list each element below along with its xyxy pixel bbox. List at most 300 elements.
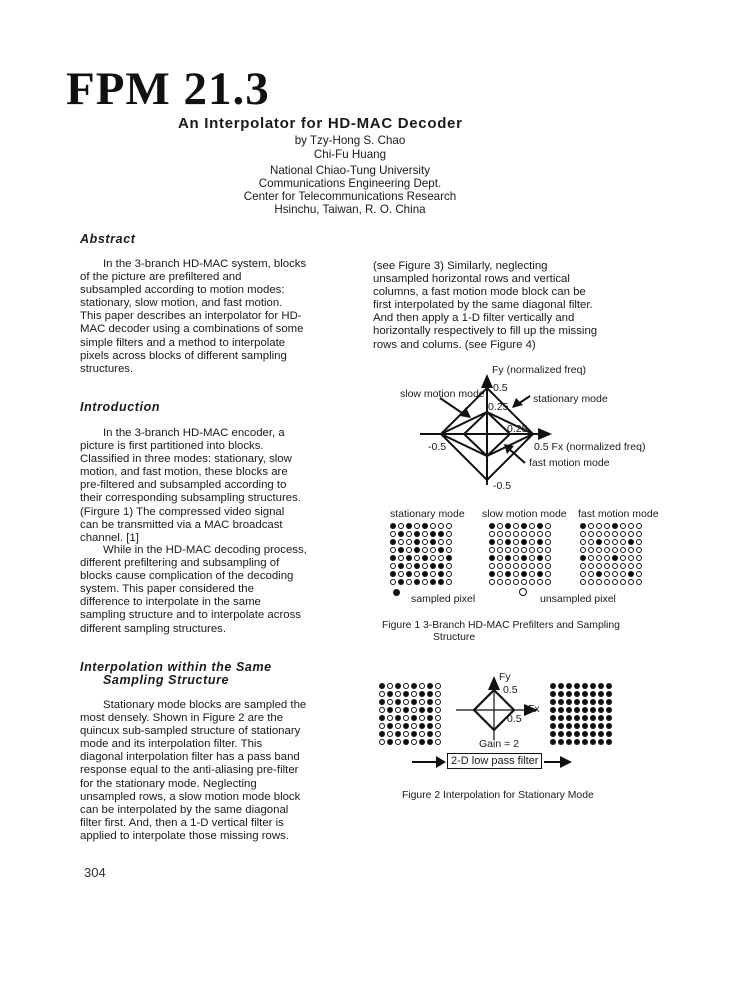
fig2-fx-value: 0.5	[507, 713, 522, 725]
unsampled-pixel-dot	[596, 547, 602, 553]
unsampled-pixel-dot	[612, 539, 618, 545]
unsampled-pixel-dot	[406, 539, 412, 545]
sampled-pixel-dot	[406, 571, 412, 577]
sampled-pixel-legend-icon	[393, 589, 400, 596]
unsampled-pixel-dot	[604, 531, 610, 537]
sampled-pixel-dot	[403, 739, 409, 745]
unsampled-pixel-dot	[588, 579, 594, 585]
unsampled-pixel-dot	[438, 555, 444, 561]
sampled-pixel-dot	[598, 731, 604, 737]
sampled-pixel-dot	[406, 523, 412, 529]
introduction-paragraph-1	[80, 427, 342, 545]
unsampled-pixel-dot	[398, 555, 404, 561]
sampled-pixel-dot	[566, 707, 572, 713]
unsampled-pixel-dot	[604, 547, 610, 553]
sampled-pixel-dot	[438, 571, 444, 577]
fx-axis-label: 0.5 Fx (normalized freq)	[534, 441, 646, 453]
sampled-pixel-dot	[387, 739, 393, 745]
unsampled-pixel-dot	[435, 683, 441, 689]
text-line: While in the HD-MAC decoding process,	[103, 544, 307, 556]
unsampled-pixel-dot	[604, 523, 610, 529]
unsampled-pixel-dot	[403, 731, 409, 737]
fy-bottom-tick: -0.5	[493, 480, 512, 492]
sampled-pixel-dot	[582, 707, 588, 713]
sampled-pixel-dot	[438, 579, 444, 585]
unsampled-pixel-dot	[419, 731, 425, 737]
sampled-pixel-dot	[612, 555, 618, 561]
unsampled-pixel-dot	[521, 579, 527, 585]
sampled-pixel-dot	[606, 723, 612, 729]
sampled-pixel-dot	[574, 715, 580, 721]
sampled-pixel-dot	[537, 539, 543, 545]
output-arrow-icon	[560, 756, 572, 768]
sampled-pixel-dot	[606, 739, 612, 745]
unsampled-pixel-dot	[446, 547, 452, 553]
stationary-filter-diagram	[450, 668, 560, 788]
sampled-pixel-dot	[390, 571, 396, 577]
text-line: In the 3-branch HD-MAC encoder, a	[103, 427, 285, 439]
unsampled-pixel-dot	[406, 563, 412, 569]
unsampled-pixel-dot	[588, 563, 594, 569]
unsampled-pixel-dot	[505, 563, 511, 569]
unsampled-pixel-dot	[395, 723, 401, 729]
unsampled-pixel-dot	[588, 547, 594, 553]
sampled-pixel-dot	[566, 715, 572, 721]
unsampled-pixel-dot	[497, 539, 503, 545]
sampled-pixel-dot	[612, 523, 618, 529]
sampled-pixel-dot	[427, 739, 433, 745]
sampled-pixel-dot	[390, 523, 396, 529]
gain-label: Gain = 2	[479, 738, 519, 750]
text-line: Classified in three modes: stationary, slow	[80, 453, 292, 466]
sampled-pixel-dot	[387, 723, 393, 729]
unsampled-pixel-dot	[403, 699, 409, 705]
abstract-paragraph	[80, 258, 342, 376]
unsampled-pixel-dot	[390, 579, 396, 585]
sampled-pixel-dot	[505, 571, 511, 577]
unsampled-pixel-dot	[435, 715, 441, 721]
unsampled-pixel-dot	[513, 539, 519, 545]
unsampled-pixel-dot	[430, 571, 436, 577]
text-line: motion, and fast motion, these blocks are	[80, 466, 288, 479]
unsampled-pixel-dot	[497, 563, 503, 569]
unsampled-pixel-dot	[636, 523, 642, 529]
sampled-pixel-dot	[395, 731, 401, 737]
sampled-pixel-dot	[590, 707, 596, 713]
unsampled-pixel-dot	[414, 523, 420, 529]
unsampled-pixel-dot	[529, 539, 535, 545]
unsampled-pixel-dot	[529, 571, 535, 577]
unsampled-pixel-dot	[545, 531, 551, 537]
affiliation-line-4: Hsinchu, Taiwan, R. O. China	[274, 203, 426, 216]
unsampled-pixel-dot	[521, 563, 527, 569]
sampled-pixel-dot	[379, 699, 385, 705]
unsampled-pixel-dot	[604, 555, 610, 561]
unsampled-pixel-dot	[537, 531, 543, 537]
sampled-pixel-dot	[590, 715, 596, 721]
text-line: can be transmitted via a MAC broadcast	[80, 518, 283, 531]
sampled-pixel-dot	[419, 739, 425, 745]
sampled-pixel-dot	[427, 723, 433, 729]
unsampled-pixel-dot	[446, 539, 452, 545]
unsampled-pixel-dot	[379, 723, 385, 729]
text-line: horizontally respectively to fill up the missing	[373, 325, 598, 338]
unsampled-pixel-dot	[419, 715, 425, 721]
sampled-pixel-dot	[489, 555, 495, 561]
sampled-pixel-dot	[403, 723, 409, 729]
text-line: their corresponding subsampling structures.	[80, 492, 301, 505]
text-line: of the picture are prefiltered and	[80, 271, 242, 284]
unsampled-pixel-dot	[612, 571, 618, 577]
figure-1-caption-line-2: Structure	[433, 632, 476, 643]
text-line: difference to interpolate in the same	[80, 596, 261, 609]
unsampled-pixel-dot	[620, 555, 626, 561]
unsampled-pixel-dot	[537, 579, 543, 585]
sampled-pixel-dot	[489, 539, 495, 545]
unsampled-pixel-dot	[422, 547, 428, 553]
sampled-pixel-dot	[606, 683, 612, 689]
unsampled-pixel-dot	[588, 531, 594, 537]
unsampled-pixel-dot	[529, 555, 535, 561]
unsampled-pixel-dot	[419, 699, 425, 705]
unsampled-pixel-dot	[435, 707, 441, 713]
sampled-pixel-dot	[606, 715, 612, 721]
sampled-pixel-dot	[598, 707, 604, 713]
sampled-pixel-dot	[598, 715, 604, 721]
sampled-pixel-dot	[582, 731, 588, 737]
unsampled-pixel-dot	[588, 571, 594, 577]
sampled-pixel-dot	[574, 691, 580, 697]
unsampled-pixel-dot	[390, 531, 396, 537]
unsampled-pixel-dot	[513, 555, 519, 561]
sampled-pixel-dot	[379, 683, 385, 689]
sampled-pixel-dot	[387, 691, 393, 697]
text-line: And then apply a 1-D filter vertically and	[373, 312, 575, 325]
text-line: stationary, slow motion, and fast motion.	[80, 297, 283, 310]
unsampled-pixel-dot	[403, 715, 409, 721]
text-line: (Firgure 1) The compressed video signal	[80, 505, 285, 518]
unsampled-pixel-dot	[636, 539, 642, 545]
sampled-pixel-dot	[387, 707, 393, 713]
fy-axis-label: Fy (normalized freq)	[492, 364, 586, 376]
sampled-pixel-dot	[590, 683, 596, 689]
sampled-pixel-dot	[574, 739, 580, 745]
unsampled-pixel-dot	[612, 579, 618, 585]
unsampled-pixel-dot	[398, 539, 404, 545]
unsampled-pixel-dot	[395, 739, 401, 745]
unsampled-pixel-dot	[580, 539, 586, 545]
continuation-paragraph	[373, 260, 673, 352]
unsampled-pixel-dot	[620, 563, 626, 569]
text-line: blocks cause complication of the decoding	[80, 570, 294, 583]
sampled-pixel-dot	[598, 683, 604, 689]
unsampled-pixel-dot	[596, 579, 602, 585]
unsampled-pixel-dot	[398, 571, 404, 577]
unsampled-pixel-dot	[505, 579, 511, 585]
text-line: subsampled according to motion modes:	[80, 284, 285, 297]
sampled-pixel-dot	[430, 539, 436, 545]
unsampled-pixel-dot	[379, 707, 385, 713]
unsampled-pixel-dot	[489, 531, 495, 537]
sampled-pixel-dot	[411, 699, 417, 705]
sampled-pixel-dot	[414, 539, 420, 545]
sampled-pixel-dot	[596, 539, 602, 545]
unsampled-pixel-dot	[636, 531, 642, 537]
unsampled-pixel-dot	[422, 563, 428, 569]
unsampled-pixel-dot	[505, 531, 511, 537]
inner-fy-tick: 0.25	[488, 401, 509, 413]
unsampled-pixel-dot	[620, 523, 626, 529]
unsampled-pixel-dot	[505, 547, 511, 553]
unsampled-pixel-dot	[387, 699, 393, 705]
unsampled-pixel-dot	[580, 547, 586, 553]
unsampled-pixel-dot	[497, 579, 503, 585]
sampled-pixel-dot	[398, 547, 404, 553]
unsampled-pixel-dot	[411, 707, 417, 713]
sampled-pixel-dot	[422, 523, 428, 529]
text-line: first interpolated by the same diagonal filter.	[373, 299, 593, 312]
sampled-pixel-dot	[411, 683, 417, 689]
unsampled-pixel-dot	[513, 563, 519, 569]
sampled-pixel-dot	[414, 531, 420, 537]
unsampled-pixel-dot	[435, 699, 441, 705]
unsampled-pixel-dot	[636, 579, 642, 585]
unsampled-pixel-dot	[387, 683, 393, 689]
unsampled-pixel-dot	[636, 555, 642, 561]
sampled-pixel-dot	[582, 683, 588, 689]
sampled-pixel-dot	[606, 691, 612, 697]
paper-title: An Interpolator for HD-MAC Decoder	[178, 115, 463, 132]
unsampled-pixel-dot	[513, 579, 519, 585]
sampled-pixel-dot	[580, 555, 586, 561]
text-line: columns, a fast motion mode block can be	[373, 286, 586, 299]
sampled-pixel-dot	[411, 715, 417, 721]
sampled-pixel-dot	[403, 691, 409, 697]
unsampled-pixel-dot	[628, 523, 634, 529]
unsampled-pixel-dot	[529, 547, 535, 553]
sampled-pixel-dot	[398, 579, 404, 585]
sampled-pixel-dot	[590, 699, 596, 705]
stationary-sampling-grid	[389, 522, 453, 586]
unsampled-pixel-dot	[497, 523, 503, 529]
sampled-pixel-dot	[414, 579, 420, 585]
sampled-pixel-dot	[395, 683, 401, 689]
text-line: This paper describes an interpolator for HD-	[80, 310, 302, 323]
unsampled-pixel-dot	[604, 571, 610, 577]
affiliation-line-2: Communications Engineering Dept.	[258, 177, 442, 190]
session-code: FPM 21.3	[66, 63, 270, 115]
unsampled-pixel-dot	[529, 579, 535, 585]
sampled-pixel-dot	[566, 683, 572, 689]
unsampled-pixel-dot	[580, 579, 586, 585]
sampled-pixel-dot	[590, 739, 596, 745]
unsampled-pixel-dot	[422, 579, 428, 585]
section-paragraph	[80, 699, 342, 843]
text-line: different sampling structures.	[80, 622, 227, 635]
unsampled-pixel-dot	[596, 523, 602, 529]
text-line: unsampled rows, a slow motion mode block	[80, 790, 301, 803]
sampled-pixel-dot	[521, 571, 527, 577]
sampled-pixel-dot	[582, 723, 588, 729]
unsampled-pixel-dot	[628, 563, 634, 569]
unsampled-pixel-dot	[545, 523, 551, 529]
unsampled-pixel-dot	[580, 531, 586, 537]
sampled-pixel-dot	[566, 691, 572, 697]
unsampled-pixel-dot	[620, 547, 626, 553]
unsampled-pixel-dot	[545, 555, 551, 561]
author-line-1: by Tzy-Hong S. Chao	[294, 134, 406, 147]
unsampled-pixel-dot	[446, 579, 452, 585]
sampled-pixel-dot	[521, 555, 527, 561]
unsampled-pixel-dot	[406, 531, 412, 537]
text-line: filter first. And, then a 1-D vertical filter is	[80, 816, 284, 829]
sampled-pixel-dot	[580, 523, 586, 529]
unsampled-pixel-dot	[529, 523, 535, 529]
text-line: different prefiltering and subsampling of	[80, 557, 280, 570]
sampled-pixel-dot	[590, 691, 596, 697]
sampled-pixel-dot	[566, 723, 572, 729]
sampled-pixel-dot	[489, 571, 495, 577]
unsampled-pixel-dot	[438, 523, 444, 529]
abstract-heading: Abstract	[80, 232, 136, 246]
text-line: simple filters and a method to interpolate	[80, 336, 286, 349]
unsampled-pixel-dot	[446, 523, 452, 529]
sampled-pixel-dot	[446, 555, 452, 561]
sampled-pixel-dot	[427, 683, 433, 689]
unsampled-pixel-dot	[529, 563, 535, 569]
unsampled-pixel-dot	[446, 563, 452, 569]
text-line: In the 3-branch HD-MAC system, blocks	[103, 258, 307, 270]
unsampled-pixel-dot	[414, 571, 420, 577]
fast-motion-label: fast motion mode	[529, 457, 610, 469]
frequency-response-diagram	[390, 360, 670, 500]
unsampled-pixel-dot	[497, 571, 503, 577]
text-line: pre-filtered and subsampled according to	[80, 479, 287, 492]
text-line: applied to interpolate those missing rows.	[80, 829, 289, 842]
unsampled-pixel-dot	[406, 547, 412, 553]
sampled-pixel-dot	[598, 691, 604, 697]
unsampled-pixel-dot	[430, 555, 436, 561]
text-line: rows and colums. (see Figure 4)	[373, 338, 536, 351]
unsampled-pixel-dot	[545, 539, 551, 545]
sampled-pixel-dot	[521, 523, 527, 529]
sampled-pixel-dot	[628, 539, 634, 545]
unsampled-pixel-dot	[387, 715, 393, 721]
grid-title-slow: slow motion mode	[482, 508, 567, 520]
unsampled-pixel-dot	[612, 531, 618, 537]
sampled-pixel-dot	[489, 523, 495, 529]
unsampled-pixel-dot	[411, 739, 417, 745]
sampled-pixel-dot	[406, 555, 412, 561]
unsampled-pixel-dot	[435, 723, 441, 729]
unsampled-pixel-dot	[513, 523, 519, 529]
text-line: response equal to the anti-aliasing pre-filter	[80, 764, 299, 777]
unsampled-pixel-dot	[628, 547, 634, 553]
unsampled-pixel-dot	[446, 571, 452, 577]
unsampled-pixel-dot	[620, 579, 626, 585]
sampled-pixel-dot	[582, 715, 588, 721]
unsampled-pixel-dot	[422, 531, 428, 537]
unsampled-pixel-dot	[588, 523, 594, 529]
unsampled-pixel-dot	[379, 739, 385, 745]
unsampled-pixel-dot	[513, 547, 519, 553]
unsampled-pixel-dot	[406, 579, 412, 585]
unsampled-pixel-dot	[596, 563, 602, 569]
sampled-pixel-dot	[566, 739, 572, 745]
unsampled-pixel-dot	[588, 539, 594, 545]
sampled-pixel-dot	[574, 731, 580, 737]
fig2-fx-label: Fx	[528, 703, 540, 715]
section-heading-line-2: Sampling Structure	[103, 673, 230, 687]
sampled-pixel-dot	[430, 563, 436, 569]
sampled-pixel-dot	[395, 715, 401, 721]
unsampled-pixel-dot	[604, 579, 610, 585]
sampled-pixel-dot	[537, 523, 543, 529]
unsampled-pixel-dot	[395, 707, 401, 713]
sampled-pixel-dot	[411, 731, 417, 737]
text-line: sampling structure and to interpolate across	[80, 609, 301, 622]
unsampled-pixel-dot	[537, 547, 543, 553]
sampled-pixel-dot	[390, 555, 396, 561]
sampled-pixel-dot	[414, 563, 420, 569]
text-line: pixels across blocks of different sampling	[80, 349, 287, 362]
affiliation-line-3: Center for Telecommunications Research	[243, 190, 457, 203]
unsampled-pixel-dot	[513, 571, 519, 577]
2d-low-pass-filter-box: 2-D low pass filter	[447, 753, 542, 769]
introduction-paragraph-2	[80, 544, 342, 636]
unsampled-pixel-dot	[636, 547, 642, 553]
sampled-pixel-dot	[505, 539, 511, 545]
unsampled-pixel-dot	[513, 531, 519, 537]
sampled-pixel-dot	[379, 731, 385, 737]
sampled-pixel-dot	[427, 707, 433, 713]
sampled-pixel-dot	[596, 571, 602, 577]
unsampled-pixel-dot	[489, 563, 495, 569]
unsampled-pixel-dot	[422, 539, 428, 545]
sampled-pixel-dot	[537, 555, 543, 561]
unsampled-pixel-dot	[545, 547, 551, 553]
sampled-pixel-dot	[390, 539, 396, 545]
unsampled-pixel-dot	[620, 571, 626, 577]
sampled-pixel-dot	[598, 723, 604, 729]
unsampled-pixel-dot	[430, 523, 436, 529]
unsampled-pixel-dot	[580, 563, 586, 569]
unsampled-pixel-dot	[419, 683, 425, 689]
unsampled-pixel-dot	[636, 563, 642, 569]
text-line: (see Figure 3) Similarly, neglecting	[373, 260, 548, 272]
sampled-pixel-dot	[574, 683, 580, 689]
text-line: mode and its interpolation filter. This	[80, 738, 263, 751]
unsampled-pixel-dot	[636, 571, 642, 577]
sampled-pixel-dot	[598, 739, 604, 745]
sampled-pixel-dot	[606, 731, 612, 737]
sampled-pixel-dot	[628, 571, 634, 577]
unsampled-pixel-dot	[435, 739, 441, 745]
sampled-pixel-dot	[582, 739, 588, 745]
unsampled-pixel-dot	[497, 531, 503, 537]
unsampled-pixel-dot	[529, 531, 535, 537]
unsampled-pixel-dot	[438, 539, 444, 545]
sampled-pixel-dot	[427, 699, 433, 705]
sampled-pixel-legend: sampled pixel	[411, 593, 476, 605]
text-line: diagonal interpolation filter has a pass band	[80, 751, 300, 764]
sampled-pixel-dot	[430, 579, 436, 585]
slow-motion-sampling-grid	[488, 522, 552, 586]
unsampled-pixel-dot	[628, 531, 634, 537]
unsampled-pixel-dot	[596, 555, 602, 561]
unsampled-pixel-dot	[489, 579, 495, 585]
unsampled-pixel-dot	[521, 547, 527, 553]
